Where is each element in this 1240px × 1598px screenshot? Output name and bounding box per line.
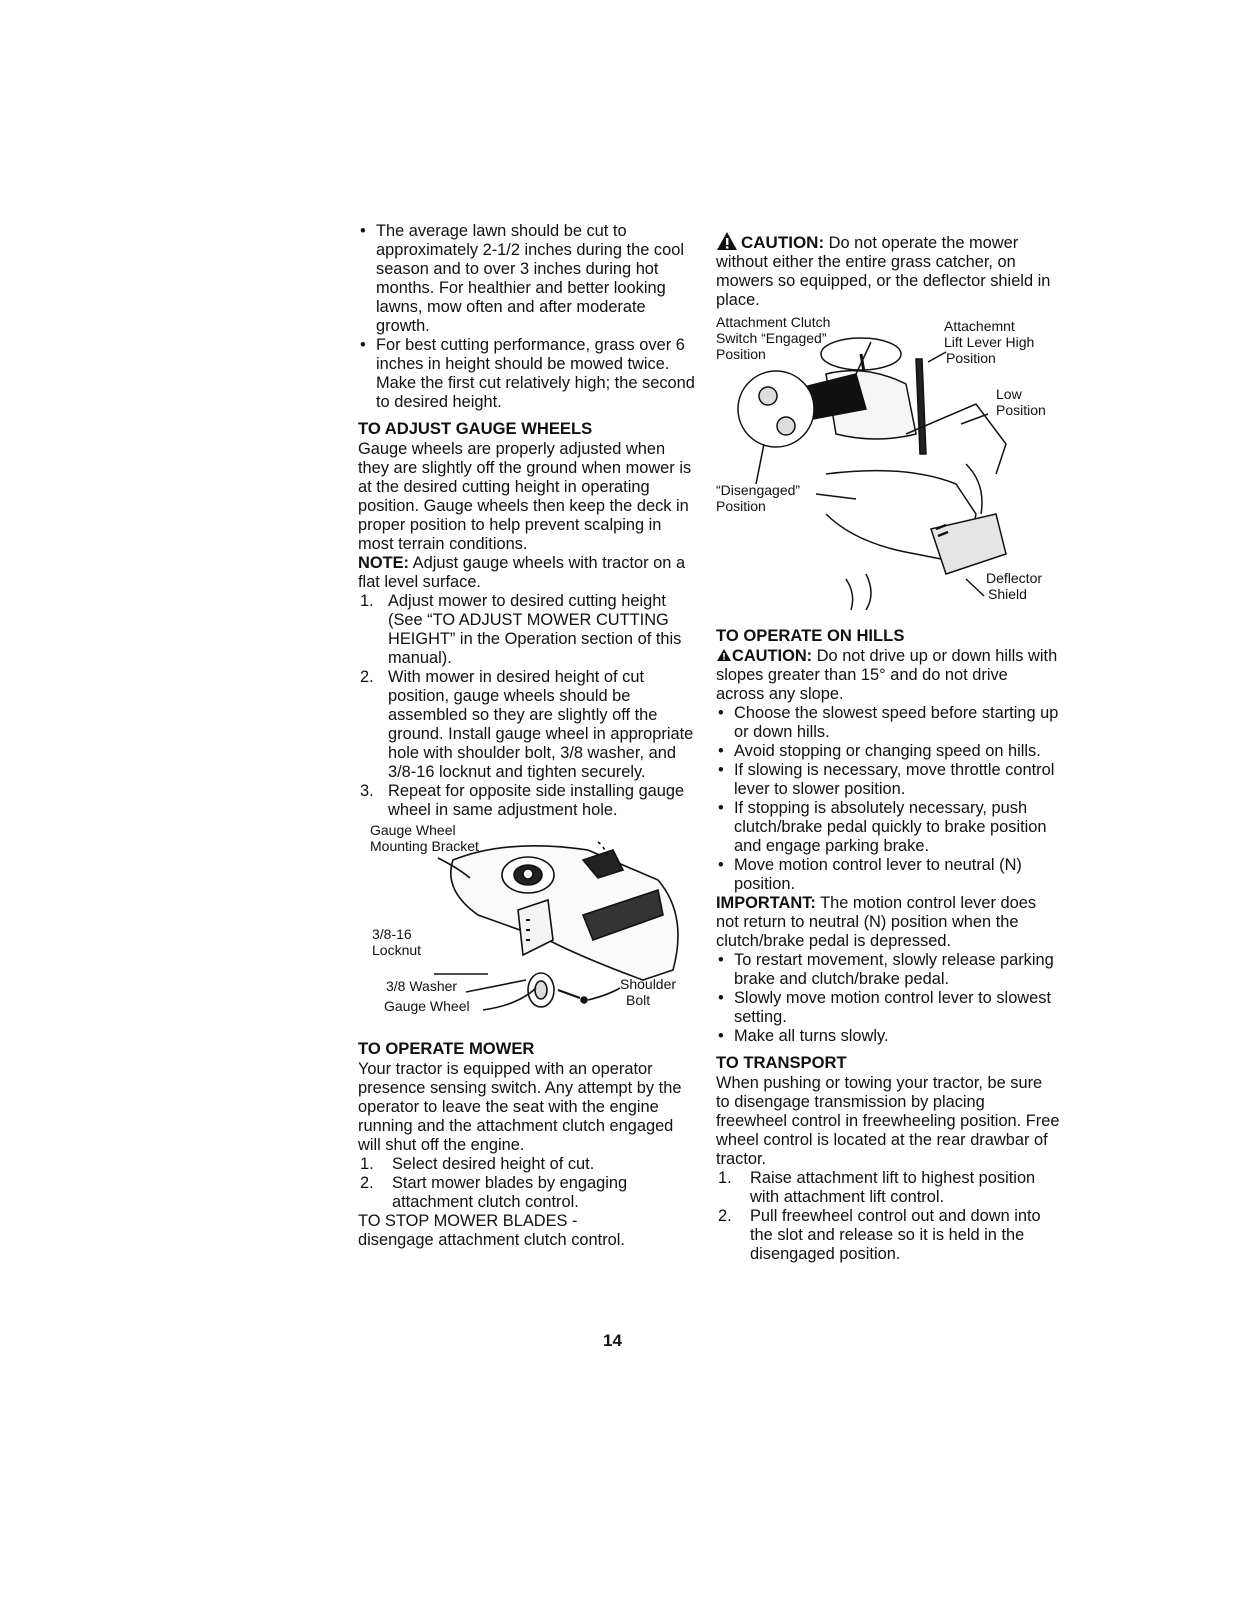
- transport-step: [716, 1207, 1060, 1264]
- label-disengaged-2: Position: [716, 498, 766, 514]
- label-deflector-1: Deflector: [986, 570, 1043, 586]
- label-washer: 3/8 Washer: [386, 978, 458, 994]
- label-low-1: Low: [996, 386, 1022, 402]
- step-number: 3.: [360, 782, 374, 800]
- important-text: The motion control lever does not return to neutral (N) position when the clutch/brake pedal is depressed.: [716, 894, 1037, 950]
- gauge-step: [358, 592, 696, 668]
- right-column: [716, 231, 1060, 1264]
- tractor-illustration: [716, 314, 1060, 610]
- operate-mower-paragraph: Your tractor is equipped with an operator presence sensing switch. Any attempt by the operator to leave the seat with the engine running and the attachment clutch engaged will shut off the engine.: [358, 1060, 682, 1154]
- hills-bullet: • Avoid stopping or changing speed on hills.: [716, 742, 1060, 761]
- label-deflector-2: Shield: [988, 586, 1027, 602]
- hills-bullet: • If stopping is absolutely necessary, push clutch/brake pedal quickly to brake position and engage parking brake.: [716, 799, 1060, 856]
- step-text: Raise attachment lift to highest position with attachment lift control.: [750, 1169, 1036, 1206]
- label-lift-3: Position: [946, 350, 996, 366]
- label-locknut: Locknut: [372, 942, 422, 958]
- hills-bullet: • Make all turns slowly.: [716, 1027, 1060, 1046]
- label-locknut-size: 3/8-16: [372, 926, 412, 942]
- step-text: Pull freewheel control out and down into the slot and release so it is held in the disengaged position.: [750, 1207, 1041, 1263]
- hills-bullet: • Move motion control lever to neutral (N) position.: [716, 856, 1060, 894]
- gauge-wheel-figure: [358, 820, 696, 1032]
- label-clutch-2: Switch “Engaged”: [716, 330, 827, 346]
- step-text: Adjust mower to desired cutting height (See “TO ADJUST MOWER CUTTING HEIGHT” in the Operation section of this manual).: [388, 592, 682, 667]
- hills-bullet: • To restart movement, slowly release parking brake and clutch/brake pedal.: [716, 951, 1060, 989]
- step-text: With mower in desired height of cut position, gauge wheels should be assembled so they are slightly off the ground. Install gauge wheel in appropriate hole with shoulder bolt, 3/8 washer, and 3/8-16 locknut and tighten securely.: [388, 668, 694, 781]
- gauge-wheels-heading: TO ADJUST GAUGE WHEELS: [358, 419, 593, 438]
- step-number: 1.: [718, 1169, 732, 1187]
- step-number: 1.: [360, 592, 374, 610]
- transport-step: [716, 1169, 1060, 1207]
- page-number: 14: [603, 1331, 622, 1350]
- caution-text: Do not operate the mower without either the entire grass catcher, on mowers so equipped, or the deflector shield in place.: [716, 234, 1051, 309]
- step-text: Start mower blades by engaging attachment clutch control.: [392, 1174, 628, 1211]
- label-clutch-3: Position: [716, 346, 766, 362]
- gauge-step: [358, 782, 696, 820]
- attachment-clutch-figure: [716, 314, 1060, 610]
- bullet-mow-twice: • For best cutting performance, grass over 6 inches in height should be mowed twice. Make the first cut relatively high; the second to desired height.: [358, 336, 696, 412]
- left-column: [358, 222, 696, 1250]
- stop-blades-title: TO STOP MOWER BLADES -: [358, 1212, 578, 1230]
- important-label: IMPORTANT:: [716, 894, 816, 912]
- bullet-lawn-height: • The average lawn should be cut to approximately 2-1/2 inches during the cool season and to over 3 inches during hot months. For healthier and better looking lawns, mow often and after moderate growth.: [358, 222, 696, 336]
- caution-label: CAUTION:: [741, 233, 825, 252]
- caution-paragraph: [716, 231, 1060, 310]
- warning-icon: [716, 648, 732, 662]
- gauge-step: [358, 668, 696, 782]
- step-number: 2.: [718, 1207, 732, 1225]
- step-number: 1.: [360, 1155, 374, 1173]
- label-mounting-bracket: Gauge Wheel Mounting Bracket: [370, 822, 479, 854]
- hills-bullet: • Slowly move motion control lever to slowest setting.: [716, 989, 1060, 1027]
- hills-caution-label: CAUTION:: [732, 647, 813, 665]
- step-text: Select desired height of cut.: [392, 1155, 595, 1173]
- label-gauge-wheel: Gauge Wheel: [384, 998, 470, 1014]
- important-note: [716, 894, 1060, 951]
- step-number: 2.: [360, 1174, 374, 1192]
- transport-paragraph: When pushing or towing your tractor, be sure to disengage transmission by placing freewheel control in freewheeling position. Free wheel control is located at the rear drawbar of tractor.: [716, 1074, 1060, 1168]
- gauge-wheels-paragraph: Gauge wheels are properly adjusted when they are slightly off the ground when mower is at the desired cutting height in operating position. Gauge wheels then keep the deck in proper position to help prevent scalping in most terrain conditions.: [358, 440, 692, 553]
- warning-icon: [716, 231, 738, 251]
- label-lift-1: Attachemnt: [944, 318, 1015, 334]
- note-label: NOTE:: [358, 554, 409, 572]
- hills-caution-text: Do not drive up or down hills with slopes greater than 15° and do not drive across any slope.: [716, 647, 1058, 703]
- hills-heading: TO OPERATE ON HILLS: [716, 626, 905, 645]
- label-bolt: Bolt: [626, 992, 651, 1008]
- step-number: 2.: [360, 668, 374, 686]
- hills-caution: [716, 647, 1060, 704]
- hills-bullet: • If slowing is necessary, move throttle control lever to slower position.: [716, 761, 1060, 799]
- operate-mower-heading: TO OPERATE MOWER: [358, 1039, 535, 1058]
- note: [358, 554, 696, 592]
- label-lift-2: Lift Lever High: [944, 334, 1035, 350]
- operate-step: [358, 1155, 696, 1174]
- operate-step: [358, 1174, 696, 1212]
- step-text: Repeat for opposite side installing gauge wheel in same adjustment hole.: [388, 782, 685, 819]
- note-text: Adjust gauge wheels with tractor on a flat level surface.: [358, 554, 686, 591]
- label-disengaged-1: “Disengaged”: [716, 482, 801, 498]
- label-low-2: Position: [996, 402, 1046, 418]
- label-shoulder: Shoulder: [620, 976, 677, 992]
- label-clutch-1: Attachment Clutch: [716, 314, 831, 330]
- transport-heading: TO TRANSPORT: [716, 1053, 847, 1072]
- stop-blades-text: disengage attachment clutch control.: [358, 1231, 625, 1249]
- hills-bullet: • Choose the slowest speed before starting up or down hills.: [716, 704, 1060, 742]
